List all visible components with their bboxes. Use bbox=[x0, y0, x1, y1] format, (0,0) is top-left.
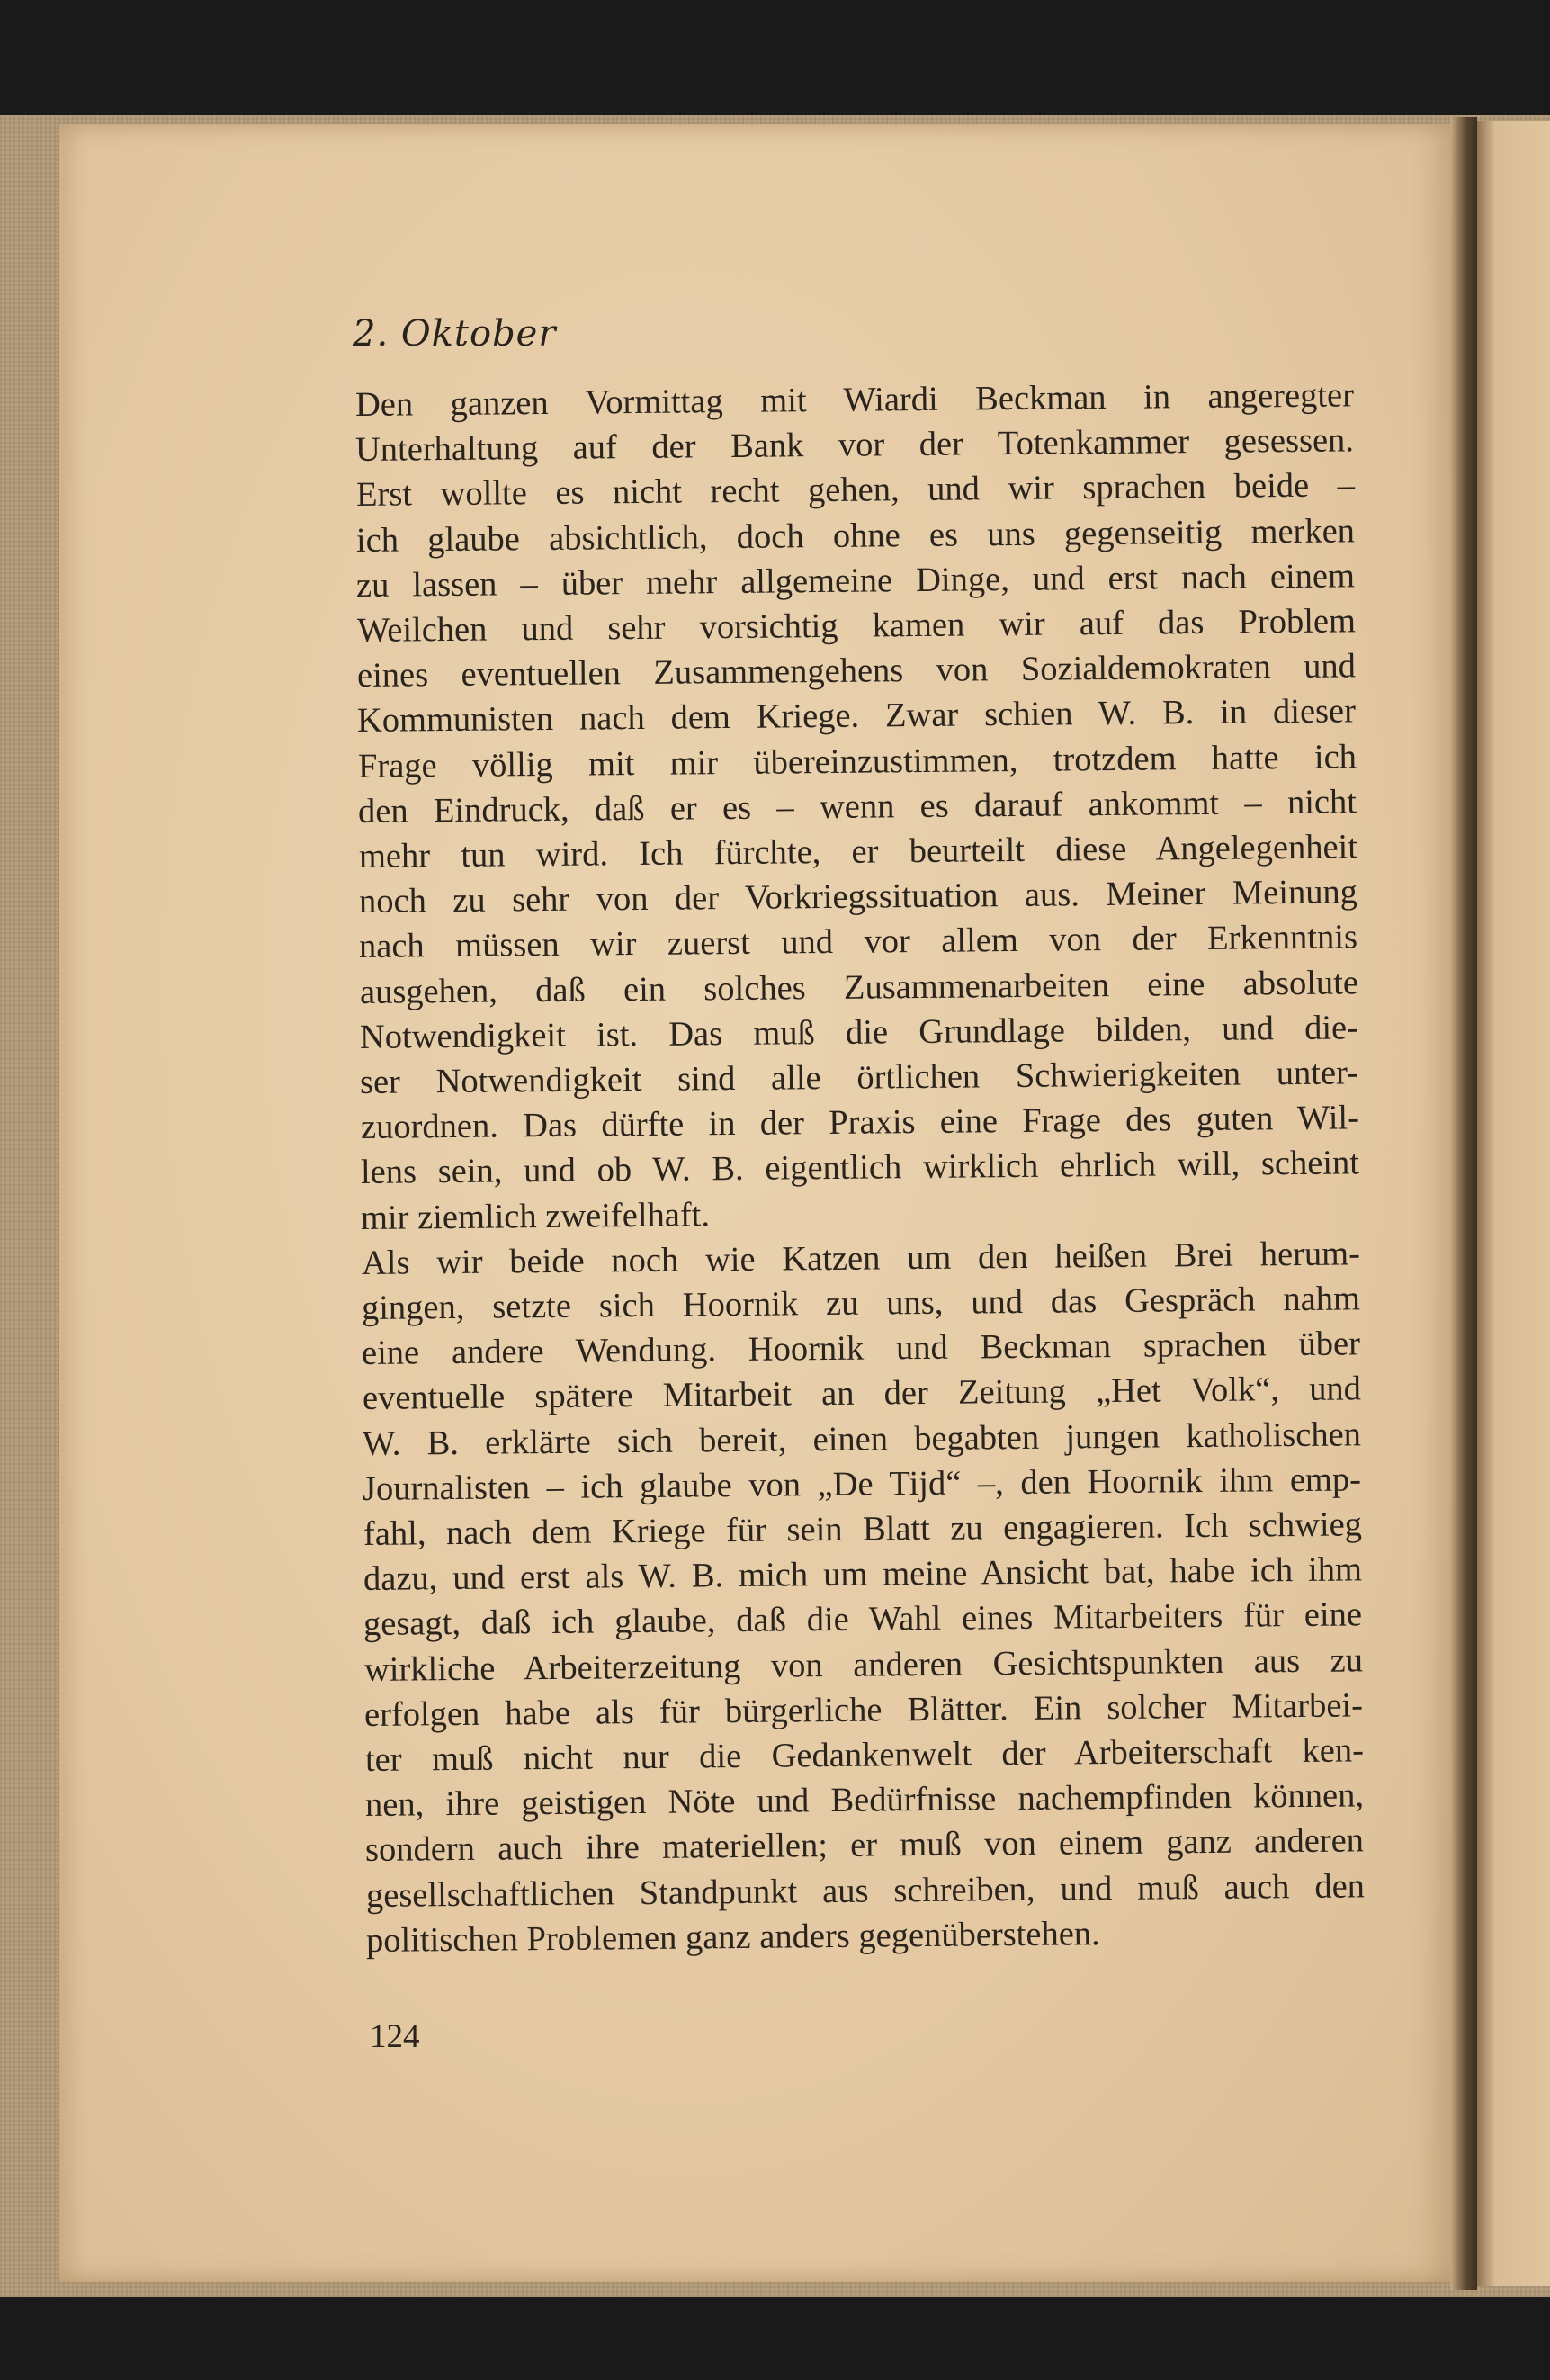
text-line: zu lassen – über mehr allgemeine Dinge, und erst nach einem bbox=[356, 557, 1356, 605]
text-line: Frage völlig mit mir übereinzustimmen, trotzdem hatte ich bbox=[357, 737, 1357, 786]
text-line: fahl, nach dem Kriege für sein Blatt zu engagieren. Ich schwieg bbox=[363, 1505, 1362, 1553]
entry-date-heading: 2. Oktober bbox=[353, 313, 557, 355]
text-line: nach müssen wir zuerst und vor allem von der Erkenntnis bbox=[358, 918, 1358, 966]
text-line: nen, ihre geistigen Nöte und Bedürfnisse nachempfinden können, bbox=[364, 1776, 1364, 1825]
text-line: Weilchen und sehr vorsichtig kamen wir auf das Problem bbox=[356, 602, 1356, 650]
text-line: W. B. erklärte sich bereit, einen begabten jungen katholischen bbox=[362, 1415, 1362, 1463]
text-line: Notwendigkeit ist. Das muß die Grundlage bilden, und die- bbox=[359, 1009, 1359, 1056]
text-line: ausgehen, daß ein solches Zusammenarbeiten eine absolute bbox=[359, 963, 1358, 1011]
next-page-edge bbox=[1472, 121, 1550, 2286]
text-line: mir ziemlich zweifelhaft. bbox=[361, 1195, 711, 1237]
text-line: mehr tun wird. Ich fürchte, er beurteilt diese Angelegenheit bbox=[358, 828, 1357, 876]
text-line: sondern auch ihre materiellen; er muß von einem ganz anderen bbox=[364, 1821, 1365, 1870]
text-line: wirkliche Arbeiterzeitung von anderen Gesichtspunkten aus zu bbox=[363, 1640, 1363, 1689]
text-line: gingen, setzte sich Hoornik zu uns, und das Gespräch nahm bbox=[361, 1280, 1361, 1327]
text-line: Journalisten – ich glaube von „De Tijd“ –, den Hoornik ihm emp- bbox=[363, 1460, 1362, 1508]
text-line: ich glaube absichtlich, doch ohne es uns gegenseitig merken bbox=[355, 511, 1356, 560]
text-line: erfolgen habe als für bürgerliche Blätter. Ein solcher Mitarbei- bbox=[363, 1686, 1364, 1734]
text-line: eines eventuellen Zusammengehens von Sozialdemokraten und bbox=[356, 647, 1357, 696]
text-line: ter muß nicht nur die Gedankenwelt der Arbeiterschaft ken- bbox=[364, 1731, 1364, 1779]
text-line: den Eindruck, daß er es – wenn es darauf ankommt – nicht bbox=[357, 783, 1357, 831]
book-gutter bbox=[1450, 117, 1477, 2290]
text-line: Als wir beide noch wie Katzen um den heißen Brei herum- bbox=[361, 1235, 1360, 1282]
text-line: ser Notwendigkeit sind alle örtlichen Schwierigkeiten unter- bbox=[360, 1054, 1359, 1101]
text-line: Erst wollte es nicht recht gehen, und wir sprachen beide – bbox=[355, 466, 1355, 515]
page-number: 124 bbox=[370, 2018, 420, 2055]
text-line: lens sein, und ob W. B. eigentlich wirklich ehrlich will, scheint bbox=[360, 1144, 1360, 1192]
text-line: gesagt, daß ich glaube, daß die Wahl eines Mitarbeiters für eine bbox=[363, 1595, 1363, 1644]
text-line: noch zu sehr von der Vorkriegssituation aus. Meiner Meinung bbox=[358, 873, 1357, 921]
text-line: Den ganzen Vormittag mit Wiardi Beckman in angeregter bbox=[354, 376, 1355, 424]
text-line: zuordnen. Das dürfte in der Praxis eine Frage des guten Wil- bbox=[360, 1099, 1359, 1147]
text-line: Unterhaltung auf der Bank vor der Totenkammer gesessen. bbox=[355, 421, 1355, 470]
text-line: gesellschaftlichen Standpunkt aus schreiben, und muß auch den bbox=[365, 1866, 1365, 1915]
text-line: politischen Problemen ganz anders gegenüberstehen. bbox=[365, 1914, 1100, 1960]
text-line: dazu, und erst als W. B. mich um meine Ansicht bat, habe ich ihm bbox=[363, 1550, 1363, 1599]
text-line: eventuelle spätere Mitarbeit an der Zeitung „Het Volk“, und bbox=[362, 1370, 1361, 1418]
text-line: eine andere Wendung. Hoornik und Beckman sprachen über bbox=[362, 1325, 1361, 1373]
text-line: Kommunisten nach dem Kriege. Zwar schien W. B. in dieser bbox=[357, 692, 1357, 741]
